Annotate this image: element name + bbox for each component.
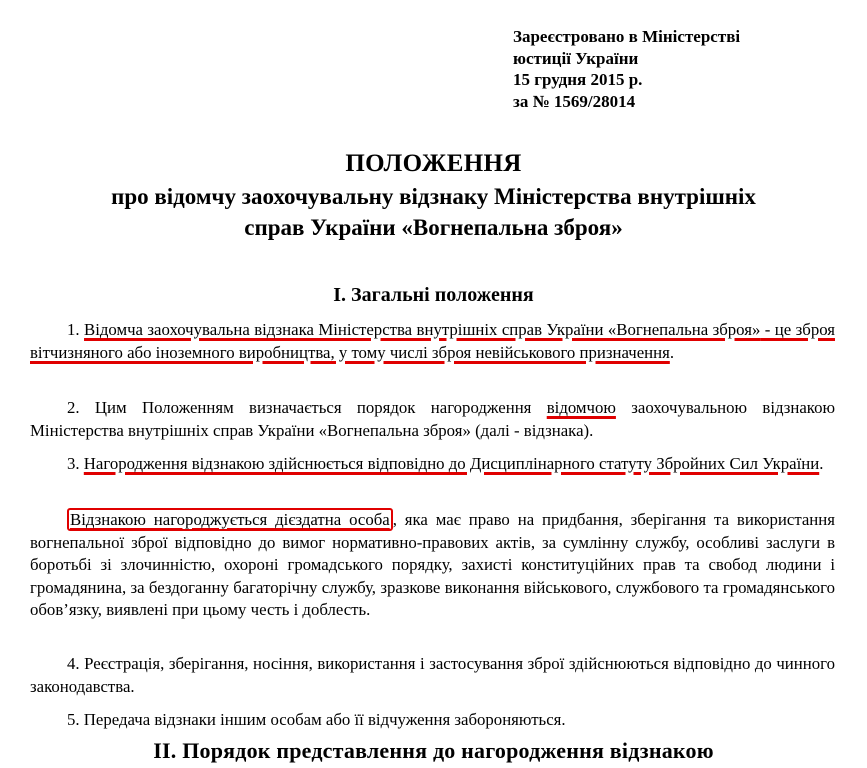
- registration-date: 15 грудня 2015 р.: [513, 70, 643, 89]
- document-title: ПОЛОЖЕННЯ: [345, 150, 522, 177]
- subtitle-line: про відомчу заохочувальну відзнаку Міністерства внутрішніх: [111, 184, 756, 209]
- highlighted-text: Відомча заохочувальна відзнака Міністерства внутрішніх справ України «Вогнепальна зброя»: [84, 320, 761, 339]
- paragraph-1: [30, 319, 835, 364]
- paragraph-2: [30, 397, 835, 442]
- paragraph-text: 5. Передача відзнаки іншим особам або її відчуження забороняються.: [67, 710, 566, 729]
- paragraph-number: 3.: [67, 454, 80, 473]
- registration-line: Зареєстровано в Міністерстві: [513, 27, 741, 46]
- section-heading-general: І. Загальні положення: [333, 284, 534, 306]
- boxed-highlighted-text: Відзнакою нагороджується дієздатна особа: [67, 508, 393, 531]
- paragraph-4: [30, 509, 835, 622]
- highlighted-text: - це зброя вітчизняного або іноземного виробництва, у тому числі зброя невійськового призначення: [30, 320, 835, 362]
- paragraph-number: 1.: [67, 320, 80, 339]
- section-heading-procedure: ІІ. Порядок представлення до нагородження відзнакою: [153, 738, 714, 763]
- registration-stamp: [513, 26, 740, 112]
- paragraph-text: , яка має право на придбання, зберігання та використання вогнепальної зброї відповідно до вимог нормативно-правових актів, за сумлінну службу, особливі заслуги в боротьбі зі злочинністю, охороні громадського порядку, захисті конституційних прав та свобод людини і громадянина, за бездоганну багаторічну службу, зразкове виконання військового, службового та громадянського обов’язку, виявлені при цьому честь і доблесть.: [30, 510, 835, 619]
- paragraph-text: 2. Цим Положенням визначається порядок нагородження: [67, 398, 547, 417]
- highlighted-text: відомчою: [546, 398, 616, 417]
- registration-line: юстиції України: [513, 48, 639, 68]
- paragraph-text: .: [669, 342, 675, 362]
- paragraph-text: заохочувальною відзнакою Міністерства внутрішніх справ України «Вогнепальна зброя» (далі - відзнака).: [30, 398, 836, 440]
- registration-number: за № 1569/28014: [513, 91, 636, 111]
- subtitle-line: справ України «Вогнепальна зброя»: [244, 215, 623, 240]
- highlighted-text: Нагородження відзнакою здійснюється відповідно до Дисциплінарного статуту Збройних Сил України: [83, 454, 820, 473]
- paragraph-6: [30, 709, 835, 732]
- paragraph-5: [30, 653, 835, 698]
- document-subtitle: [0, 181, 867, 243]
- paragraph-text: 4. Реєстрація, зберігання, носіння, використання і застосування зброї здійснюються відповідно до чинного законодавства.: [30, 654, 835, 696]
- paragraph-text: .: [819, 454, 824, 473]
- paragraph-3: [30, 453, 835, 476]
